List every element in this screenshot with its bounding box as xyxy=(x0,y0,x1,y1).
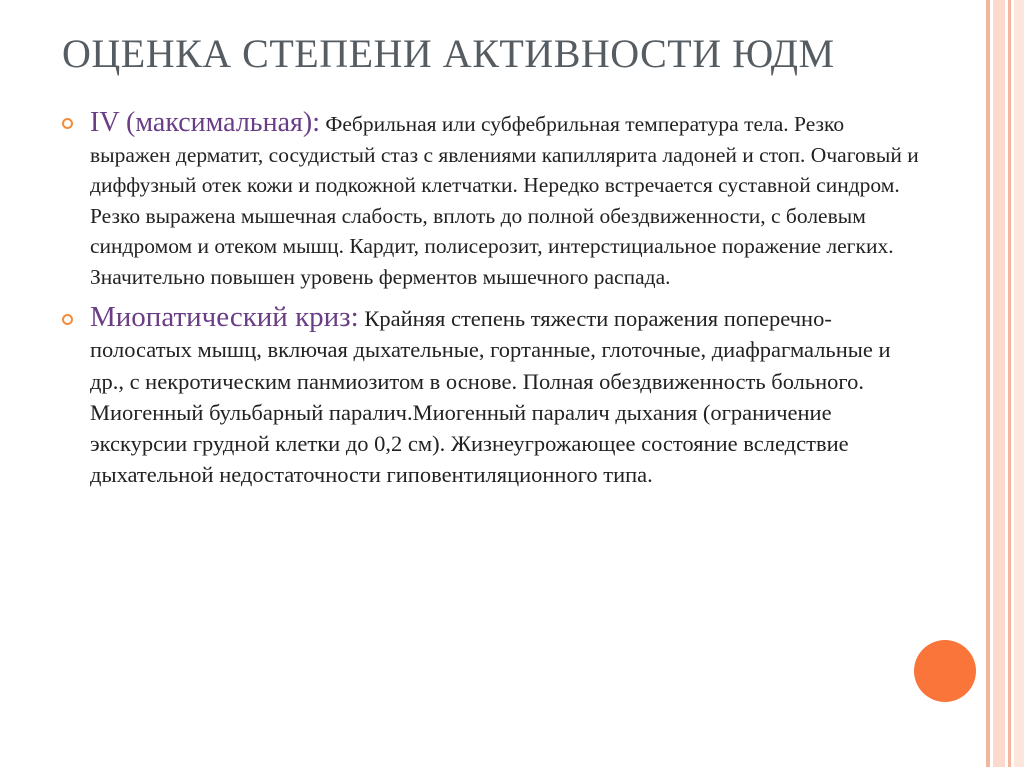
description-max-activity: Фебрильная или субфебрильная температура тела. Резко выражен дерматит, сосудистый стаз с явлениями капиллярита ладоней и стоп. Очаговый и диффузный отек кожи и подкожной клетчатки. Нередко встречается суставной синдром. Резко выражена мышечная слабость, вплоть до полной обездвиженности, с болевым синдромом и отеком мышц. Кардит, полисерозит, интерстициальное поражение легких. Значительно повышен уровень ферментов мышечного распада. xyxy=(90,112,919,289)
decorative-circle xyxy=(914,640,976,702)
frame-line xyxy=(1014,0,1024,767)
slide-title: ОЦЕНКА СТЕПЕНИ АКТИВНОСТИ ЮДМ xyxy=(62,31,835,76)
term-myopathic-crisis: Миопатический криз: xyxy=(90,301,359,333)
term-max-activity: IV (максимальная): xyxy=(90,107,320,138)
frame-line xyxy=(1008,0,1011,767)
bullet-circle-icon xyxy=(62,118,73,129)
frame-line xyxy=(993,0,1005,767)
slide-content xyxy=(62,108,922,501)
description-myopathic-crisis: Крайняя степень тяжести поражения поперечно-полосатых мышц, включая дыхательные, гортанные, глоточные, диафрагмальные и др., с некротическим панмиозитом в основе. Полная обездвиженность больного. Миогенный бульбарный паралич.Миогенный паралич дыхания (ограничение экскурсии грудной клетки до 0,2 см). Жизнеугрожающее состояние вследствие дыхательной недостаточности гиповентиляционного типа. xyxy=(90,306,891,488)
bullet-item-max-activity xyxy=(62,108,922,292)
bullet-item-myopathic-crisis xyxy=(62,302,922,491)
bullet-circle-icon xyxy=(62,314,73,325)
frame-line xyxy=(986,0,990,767)
